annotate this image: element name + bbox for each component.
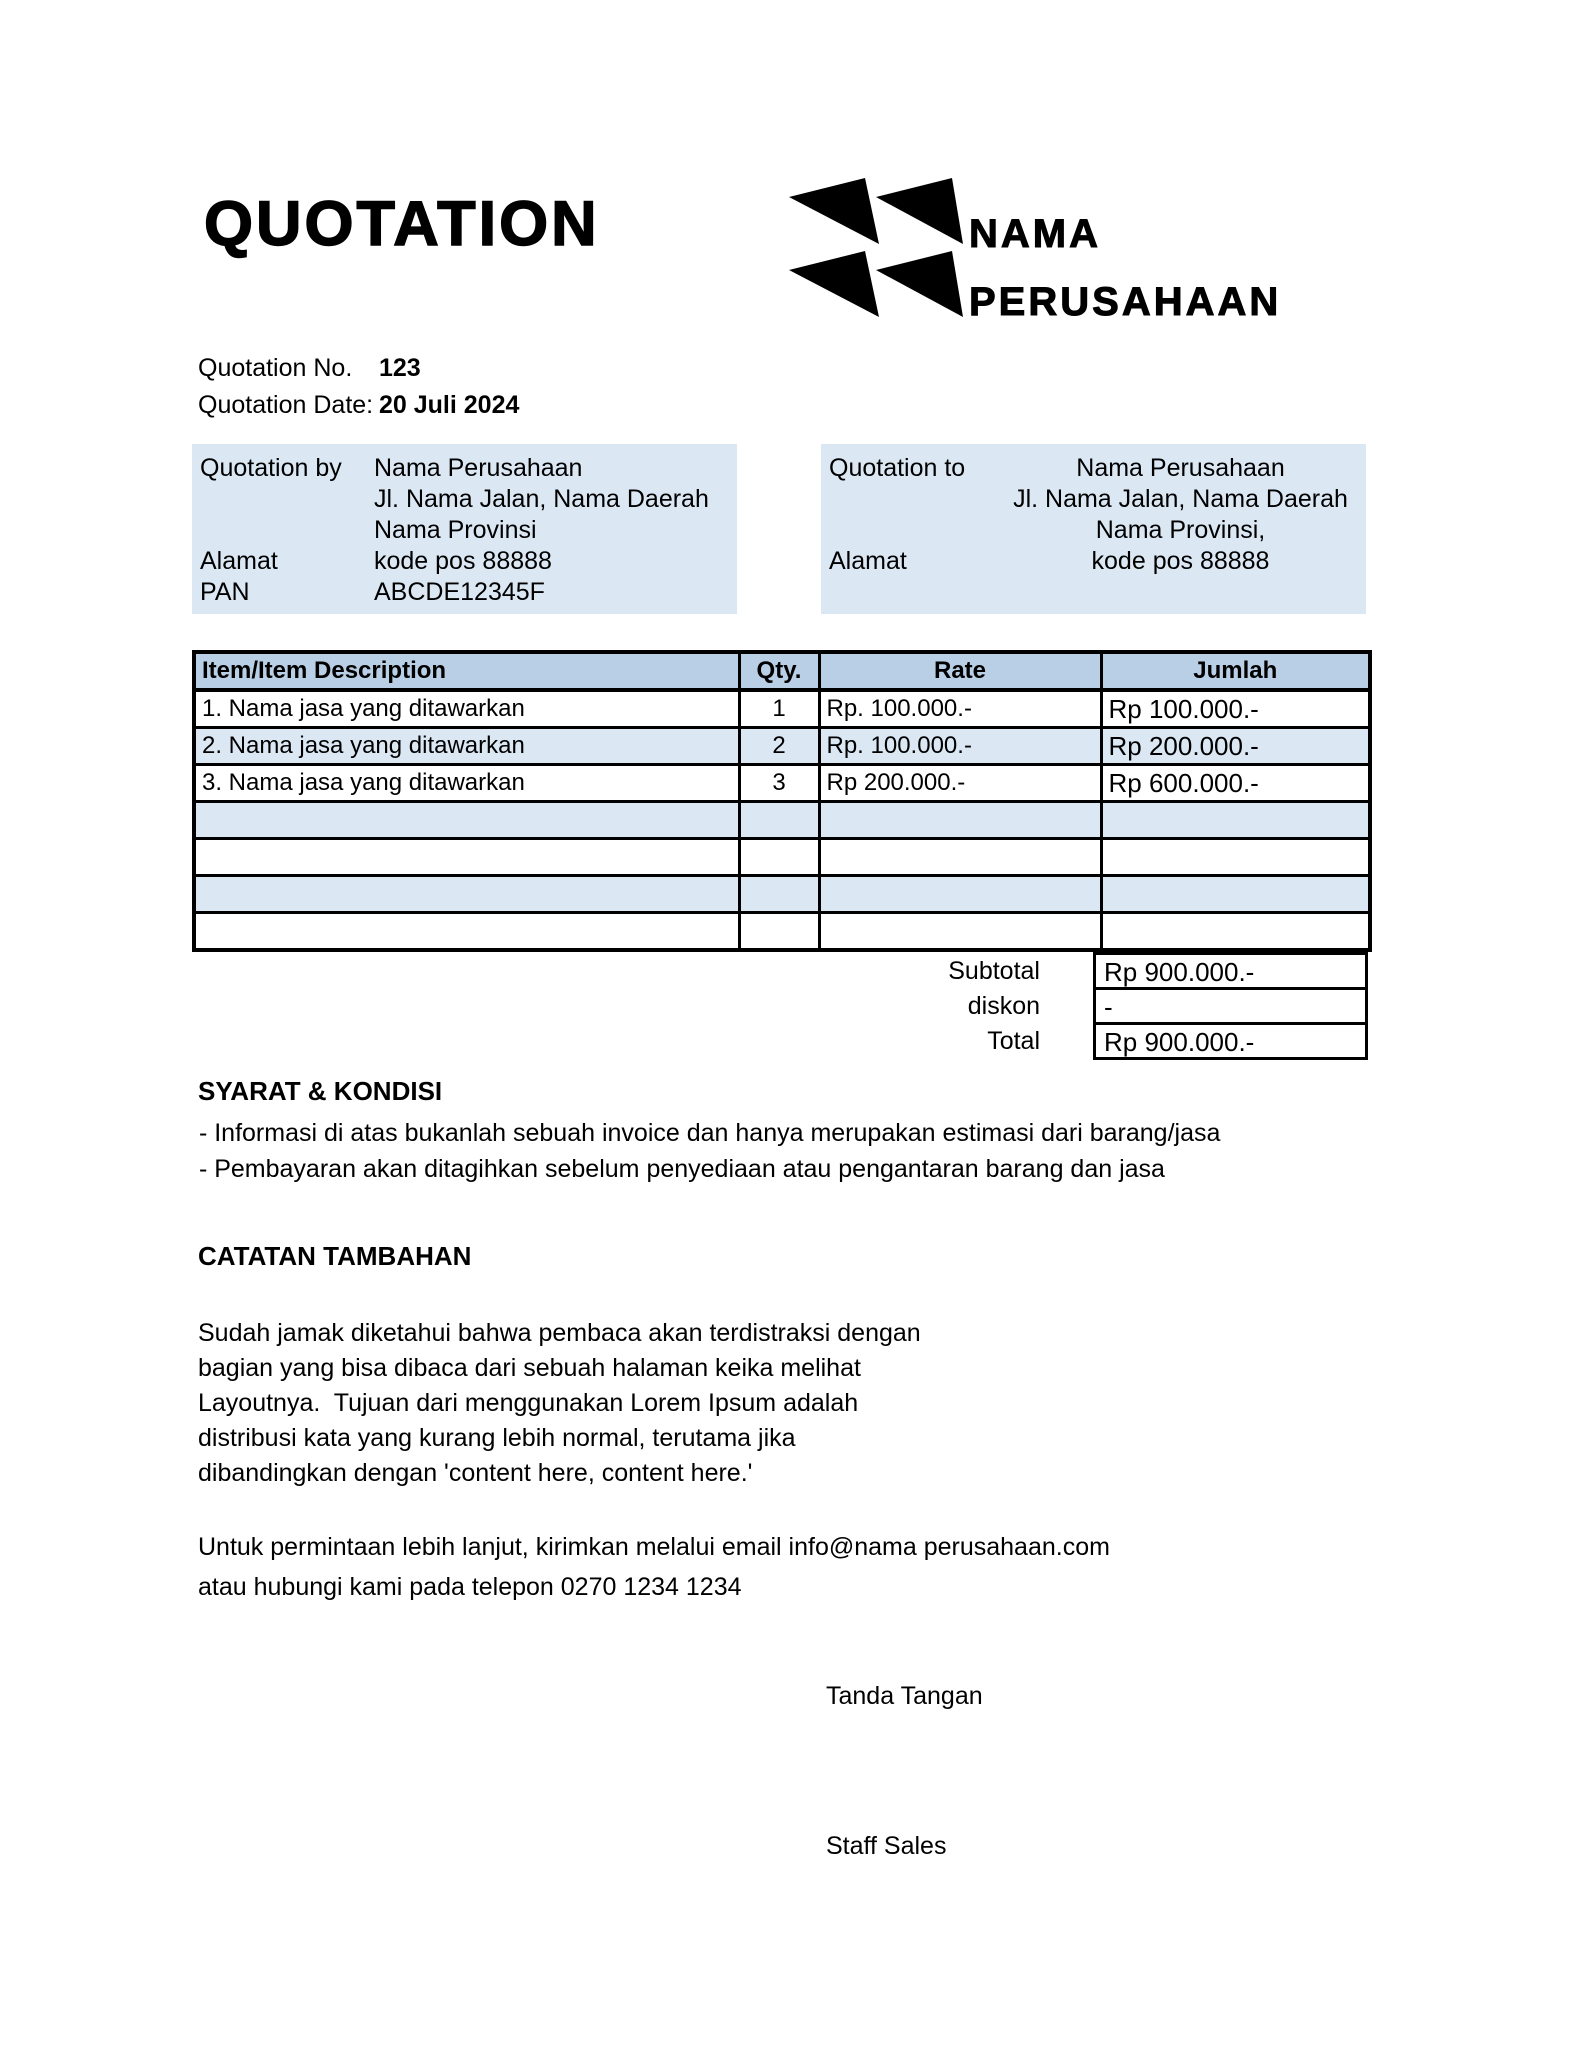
item-description-cell xyxy=(194,876,739,913)
quotation-by-address2: Nama Provinsi xyxy=(374,516,537,544)
quotation-by-address-row2 xyxy=(200,515,729,546)
quotation-to-company: Nama Perusahaan xyxy=(1076,454,1285,482)
item-description-cell: 2. Nama jasa yang ditawarkan xyxy=(194,728,739,765)
notes-line: dibandingkan dengan 'content here, content here.' xyxy=(198,1459,753,1487)
table-row-empty xyxy=(194,839,1370,876)
col-header-jumlah: Jumlah xyxy=(1101,652,1370,690)
item-qty-cell: 3 xyxy=(739,765,819,802)
quotation-by-postal: kode pos 88888 xyxy=(374,547,552,575)
notes-paragraph xyxy=(192,1316,1368,1491)
items-table xyxy=(192,650,1372,952)
quotation-to-box xyxy=(821,444,1366,614)
notes-line: bagian yang bisa dibaca dari sebuah halaman keika melihat xyxy=(198,1354,861,1382)
quotation-by-address1: Jl. Nama Jalan, Nama Daerah xyxy=(374,485,709,513)
spacer xyxy=(829,484,1003,515)
signature-label: Tanda Tangan xyxy=(826,1682,983,1710)
quotation-to-alamat-label: Alamat xyxy=(829,547,907,575)
table-row-empty xyxy=(194,876,1370,913)
logo-text-line2: PERUSAHAAN xyxy=(969,280,1282,324)
terms-heading: SYARAT & KONDISI xyxy=(198,1076,443,1106)
quotation-to-row xyxy=(829,453,1358,484)
signature-role: Staff Sales xyxy=(826,1832,947,1860)
item-rate-cell xyxy=(819,802,1101,839)
total-value: Rp 900.000.- xyxy=(1093,1022,1368,1060)
quotation-to-address-row2 xyxy=(829,515,1358,546)
notes-line: Sudah jamak diketahui bahwa pembaca akan terdistraksi dengan xyxy=(198,1319,921,1347)
spacer xyxy=(200,515,374,546)
item-qty-cell xyxy=(739,802,819,839)
table-row-empty xyxy=(194,802,1370,839)
quotation-by-pan-value: ABCDE12345F xyxy=(374,578,545,606)
diskon-row xyxy=(192,987,1368,1025)
table-row xyxy=(194,690,1370,728)
contact-line2: atau hubungi kami pada telepon 0270 1234 1234 xyxy=(198,1573,742,1601)
table-row xyxy=(194,728,1370,765)
item-rate-cell: Rp. 100.000.- xyxy=(819,728,1101,765)
company-logo xyxy=(789,178,1329,323)
subtotal-row xyxy=(192,952,1368,990)
terms-section xyxy=(192,1076,1368,1187)
quotation-by-address-row1 xyxy=(200,484,729,515)
item-qty-cell: 2 xyxy=(739,728,819,765)
quotation-to-address1: Jl. Nama Jalan, Nama Daerah xyxy=(1013,485,1348,513)
totals-section xyxy=(192,952,1368,1060)
item-description-cell: 1. Nama jasa yang ditawarkan xyxy=(194,690,739,728)
quotation-date-row xyxy=(192,387,1368,424)
item-jumlah-cell: Rp 600.000.- xyxy=(1101,765,1370,802)
item-jumlah-cell: Rp 100.000.- xyxy=(1101,690,1370,728)
quotation-to-alamat-row xyxy=(829,546,1358,577)
table-row xyxy=(194,765,1370,802)
quotation-meta xyxy=(192,350,1368,424)
item-jumlah-cell xyxy=(1101,802,1370,839)
logo-triangles-icon xyxy=(789,178,963,318)
quotation-by-row xyxy=(200,453,729,484)
item-qty-cell: 1 xyxy=(739,690,819,728)
item-qty-cell xyxy=(739,839,819,876)
quotation-number-value: 123 xyxy=(379,354,421,382)
diskon-label: diskon xyxy=(967,992,1040,1020)
quotation-to-postal: kode pos 88888 xyxy=(1091,547,1270,575)
quotation-by-alamat-row xyxy=(200,546,729,577)
item-jumlah-cell xyxy=(1101,839,1370,876)
notes-heading: CATATAN TAMBAHAN xyxy=(198,1241,472,1271)
diskon-value: - xyxy=(1093,987,1368,1025)
quotation-by-label: Quotation by xyxy=(200,454,342,482)
quotation-by-alamat-label: Alamat xyxy=(200,547,278,575)
spacer xyxy=(829,515,1003,546)
terms-item: - Pembayaran akan ditagihkan sebelum penyediaan atau pengantaran barang dan jasa xyxy=(192,1155,1165,1183)
item-rate-cell xyxy=(819,839,1101,876)
item-description-cell xyxy=(194,839,739,876)
quotation-to-address2: Nama Provinsi, xyxy=(1095,516,1266,544)
item-jumlah-cell: Rp 200.000.- xyxy=(1101,728,1370,765)
header xyxy=(192,186,1368,336)
item-rate-cell: Rp. 100.000.- xyxy=(819,690,1101,728)
table-header-row xyxy=(194,652,1370,690)
subtotal-label: Subtotal xyxy=(948,957,1040,985)
item-description-cell xyxy=(194,802,739,839)
table-row-empty xyxy=(194,913,1370,951)
quotation-by-pan-label: PAN xyxy=(200,578,250,606)
quotation-number-label: Quotation No. xyxy=(198,354,353,382)
total-label: Total xyxy=(987,1027,1040,1055)
quotation-date-label: Quotation Date: xyxy=(198,391,374,419)
subtotal-value: Rp 900.000.- xyxy=(1093,952,1368,990)
item-jumlah-cell xyxy=(1101,913,1370,951)
col-header-qty: Qty. xyxy=(739,652,819,690)
item-description-cell xyxy=(194,913,739,951)
terms-list xyxy=(192,1115,1368,1187)
item-rate-cell xyxy=(819,876,1101,913)
notes-line: distribusi kata yang kurang lebih normal, terutama jika xyxy=(198,1424,796,1452)
item-rate-cell: Rp 200.000.- xyxy=(819,765,1101,802)
quotation-to-address-row1 xyxy=(829,484,1358,515)
spacer xyxy=(200,484,374,515)
page-title: QUOTATION xyxy=(204,189,600,259)
item-qty-cell xyxy=(739,876,819,913)
item-rate-cell xyxy=(819,913,1101,951)
item-description-cell: 3. Nama jasa yang ditawarkan xyxy=(194,765,739,802)
signature-section xyxy=(192,1683,1368,1859)
terms-item: - Informasi di atas bukanlah sebuah invoice dan hanya merupakan estimasi dari barang/jasa xyxy=(192,1119,1221,1147)
logo-text-line1: NAMA xyxy=(969,212,1101,256)
quotation-by-box xyxy=(192,444,737,614)
notes-line: Layoutnya. Tujuan dari menggunakan Lorem Ipsum adalah xyxy=(198,1389,859,1417)
quotation-number-row xyxy=(192,350,1368,387)
contact-line1: Untuk permintaan lebih lanjut, kirimkan melalui email info@nama perusahaan.com xyxy=(198,1533,1110,1561)
notes-section xyxy=(192,1241,1368,1491)
col-header-rate: Rate xyxy=(819,652,1101,690)
col-header-description: Item/Item Description xyxy=(194,652,739,690)
quotation-by-company: Nama Perusahaan xyxy=(374,454,583,482)
item-qty-cell xyxy=(739,913,819,951)
total-row xyxy=(192,1022,1368,1060)
quotation-date-value: 20 Juli 2024 xyxy=(379,391,520,419)
quotation-by-pan-row xyxy=(200,577,729,608)
party-boxes xyxy=(192,444,1368,614)
item-jumlah-cell xyxy=(1101,876,1370,913)
quotation-to-label: Quotation to xyxy=(829,454,966,482)
contact-section xyxy=(192,1527,1368,1607)
